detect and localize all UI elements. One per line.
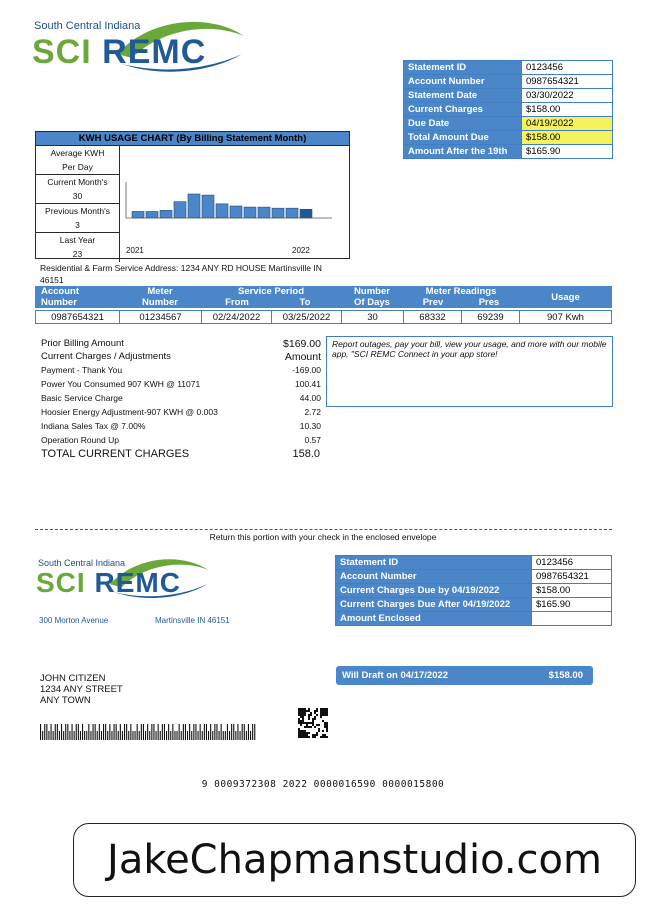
watermark-banner: [73, 823, 636, 897]
usage-bar: [188, 194, 200, 218]
service-address: Residential & Farm Service Address: 1234 ANY RD HOUSE Martinsville IN 46151: [40, 263, 322, 285]
current-month: Current Month's 30: [36, 175, 120, 204]
prior-billing-amount: $169.00: [283, 338, 321, 350]
hdr-usage: Usage: [519, 286, 612, 308]
statement-row: [404, 75, 613, 89]
previous-month: Previous Month's 3: [36, 204, 120, 233]
statement-row: [404, 61, 613, 75]
charge-item-amount: -169.00: [292, 365, 321, 375]
logo-region: South Central Indiana: [34, 20, 141, 32]
customer-town: ANY TOWN: [40, 695, 91, 706]
statement-row: [404, 103, 613, 117]
usage-bar: [300, 209, 312, 218]
charge-item-label: Payment - Thank You: [41, 365, 123, 375]
customer-name: JOHN CITIZEN: [40, 673, 106, 684]
return-instructions: Return this portion with your check in the enclosed envelope: [209, 532, 437, 542]
remit-row: [336, 556, 612, 570]
statement-value: 04/19/2022: [522, 117, 613, 131]
brand-logo: [32, 14, 247, 84]
charge-item-amount: 2.72: [304, 407, 321, 417]
qr-code-icon: [298, 708, 328, 738]
draft-amount: $158.00: [548, 670, 583, 681]
statement-value: $165.90: [522, 145, 613, 159]
remit-value: 0123456: [532, 556, 612, 570]
logo-name-sci: SCI: [36, 567, 86, 598]
statement-value: 03/30/2022: [522, 89, 613, 103]
brand-logo-remit: [36, 552, 211, 612]
amount-header: Amount: [284, 351, 321, 363]
logo-name: [36, 568, 181, 598]
remit-row: [336, 570, 612, 584]
app-message: Report outages, pay your bill, view your usage, and more with our mobile app, "SCI REMC Connect in your app store!: [326, 336, 613, 407]
cell-to: 03/25/2022: [272, 311, 342, 324]
year-start-label: 2021: [126, 246, 144, 255]
usage-bar: [174, 202, 186, 218]
remit-row: [336, 612, 612, 626]
remit-label: Amount Enclosed: [336, 612, 532, 626]
statement-label: Account Number: [404, 75, 522, 89]
remit-value: 0987654321: [532, 570, 612, 584]
hdr-period: Service Period From To: [201, 286, 341, 308]
usage-bar: [272, 208, 284, 218]
usage-bar: [216, 204, 228, 218]
usage-bar: [244, 207, 256, 218]
usage-bar: [146, 211, 158, 218]
postal-barcode-icon: [40, 724, 258, 740]
customer-address: [40, 673, 123, 706]
charge-item-amount: 10.30: [299, 421, 321, 431]
statement-label: Statement Date: [404, 89, 522, 103]
statement-summary: [403, 60, 613, 159]
customer-street: 1234 ANY STREET: [40, 684, 123, 695]
year-end-label: 2022: [292, 246, 310, 255]
statement-label: Current Charges: [404, 103, 522, 117]
remit-label: Current Charges Due by 04/19/2022: [336, 584, 532, 598]
charge-item-label: Power You Consumed 907 KWH @ 11071: [41, 379, 201, 389]
usage-bar: [132, 211, 144, 218]
hdr-days: Number Of Days: [341, 286, 403, 308]
last-year: Last Year 23: [36, 233, 120, 262]
remit-city: Martinsville IN 46151: [155, 616, 230, 625]
cell-pres: 69239: [462, 311, 520, 324]
statement-value: 0123456: [522, 61, 613, 75]
remit-value: $165.90: [532, 598, 612, 612]
usage-bar: [202, 195, 214, 218]
logo-name-remc: REMC: [94, 567, 181, 598]
account-row: [35, 310, 612, 324]
usage-stats: [36, 146, 120, 262]
total-amount: 158.0: [292, 448, 320, 460]
charge-item-amount: 0.57: [304, 435, 321, 445]
logo-name-sci: SCI: [32, 33, 92, 71]
total-label: TOTAL CURRENT CHARGES: [41, 448, 190, 460]
cell-from: 02/24/2022: [202, 311, 272, 324]
usage-bar: [286, 208, 298, 218]
charge-item-label: Hoosier Energy Adjustment-907 KWH @ 0.003: [41, 407, 218, 417]
auto-draft-banner: [336, 666, 593, 685]
cell-account: 0987654321: [36, 311, 120, 324]
usage-chart: [35, 131, 350, 259]
watermark-text: JakeChapmanstudio.com: [107, 837, 602, 883]
cut-line: [35, 529, 612, 530]
remit-value: [532, 612, 612, 626]
statement-label: Total Amount Due: [404, 131, 522, 145]
usage-bar: [230, 206, 242, 218]
charge-item-label: Indiana Sales Tax @ 7.00%: [41, 421, 146, 431]
statement-value: $158.00: [522, 131, 613, 145]
remit-label: Current Charges Due After 04/19/2022: [336, 598, 532, 612]
logo-name: [32, 34, 206, 70]
hdr-account: Account Number: [35, 286, 119, 308]
usage-chart-title: KWH USAGE CHART (By Billing Statement Month): [36, 132, 349, 146]
remit-summary: [335, 555, 612, 626]
statement-row: [404, 89, 613, 103]
charge-item-label: Basic Service Charge: [41, 393, 123, 403]
cell-meter: 01234567: [120, 311, 202, 324]
remit-street: 300 Morton Avenue: [39, 616, 109, 625]
usage-bar: [258, 207, 270, 218]
hdr-meter: Meter Number: [119, 286, 201, 308]
remit-label: Account Number: [336, 570, 532, 584]
remit-row: [336, 598, 612, 612]
logo-name-remc: REMC: [102, 33, 207, 71]
charge-item-amount: 100.41: [295, 379, 321, 389]
hdr-readings: Meter Readings Prev Pres: [403, 286, 519, 308]
scanline: 9 0009372308 2022 0000016590 0000015800: [201, 779, 445, 790]
charge-item-amount: 44.00: [299, 393, 321, 403]
statement-row: [404, 117, 613, 131]
statement-label: Statement ID: [404, 61, 522, 75]
cell-usage: 907 Kwh: [520, 311, 612, 324]
statement-value: $158.00: [522, 103, 613, 117]
charge-item-label: Operation Round Up: [41, 435, 119, 445]
avg-label: Average KWH Per Day: [36, 146, 120, 175]
current-charges-label: Current Charges / Adjustments: [41, 351, 171, 362]
draft-label: Will Draft on 04/17/2022: [342, 670, 449, 681]
statement-value: 0987654321: [522, 75, 613, 89]
statement-label: Due Date: [404, 117, 522, 131]
statement-row: [404, 145, 613, 159]
statement-label: Amount After the 19th: [404, 145, 522, 159]
statement-row: [404, 131, 613, 145]
account-table: [35, 286, 612, 308]
cell-prev: 68332: [404, 311, 462, 324]
remit-row: [336, 584, 612, 598]
prior-billing-label: Prior Billing Amount: [41, 338, 124, 349]
usage-bars: [124, 172, 334, 222]
remit-label: Statement ID: [336, 556, 532, 570]
remit-value: $158.00: [532, 584, 612, 598]
usage-bar: [160, 210, 172, 218]
logo-region: South Central Indiana: [38, 558, 126, 568]
cell-days: 30: [342, 311, 404, 324]
